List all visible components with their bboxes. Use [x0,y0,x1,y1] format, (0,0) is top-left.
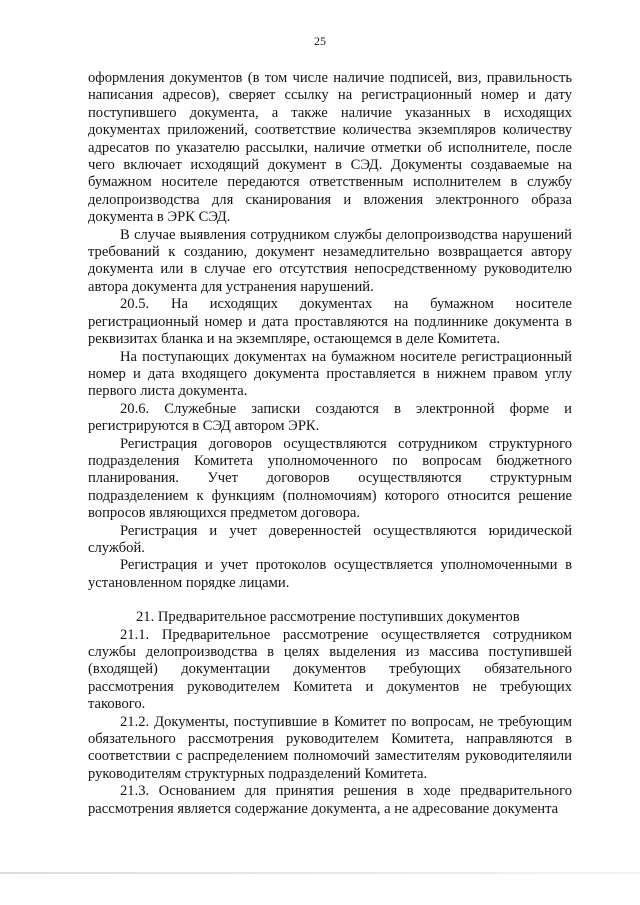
paragraph-21-1: 21.1. Предварительное рассмотрение осуществляется сотрудником службы делопроизводства в целях выделения из массива поступившей (входящей) документации документов требующих обязательного рассмотрения руководителем Комитета и документов не требующих такового. [88,626,572,713]
page-bottom-edge [0,872,640,874]
paragraph-20-5: 20.5. На исходящих документах на бумажном носителе регистрационный номер и дата проставляются на подлиннике документа в реквизитах бланка и на экземпляре, остающемся в деле Комитета. [88,296,572,348]
paragraph: Регистрация договоров осуществляются сотрудником структурного подразделения Комитета уполномоченного по вопросам бюджетного планирования. Учет договоров осуществляются структурным подразделением к функциям (полномочиям) которого относится решение вопросов являющихся предметом договора. [88,435,572,522]
page-number: 25 [314,34,326,48]
paragraph-21-2: 21.2. Документы, поступившие в Комитет по вопросам, не требующим обязательного рассмотрения руководителем Комитета, направляются в соответствии с распределением полномочий заместителям руководителяили руководителям структурных подразделений Комитета. [88,713,572,782]
paragraph: Регистрация и учет протоколов осуществляется уполномоченными в установленном порядке лицами. [88,557,572,591]
paragraph-20-6: 20.6. Служебные записки создаются в электронной форме и регистрируются в СЭД автором ЭРК. [88,400,572,435]
paragraph: В случае выявления сотрудником службы делопроизводства нарушений требований к созданию, документ незамедлительно возвращается автору документа или в случае его отсутствия непосредственному руководителю автора документа для устранения нарушений. [88,226,572,295]
paragraph: Регистрация и учет доверенностей осуществляются юридической службой. [88,522,572,556]
paragraph-continuation: оформления документов (в том числе наличие подписей, виз, правильность написания адресов), сверяет ссылку на регистрационный номер и дату поступившего документа, а также наличие указанных в исходящих документах приложений, соответствие количества экземпляров количеству адресатов по указателю рассылки, наличие отметки об исполнителе, после чего включает исходящий документ в СЭД. Документы создаваемые на бумажном носителе передаются ответственным исполнителем в службу делопроизводства для сканирования и вложения электронного образа документа в ЭРК СЭД. [88,70,572,226]
section-heading-21: 21. Предварительное рассмотрение поступивших документов [136,609,520,626]
paragraph: На поступающих документах на бумажном носителе регистрационный номер и дата входящего документа проставляется в нижнем правом углу первого листа документа. [88,348,572,400]
paragraph-21-3: 21.3. Основанием для принятия решения в ходе предварительного рассмотрения является содержание документа, а не адресование документа [88,783,572,817]
document-body [88,70,572,818]
